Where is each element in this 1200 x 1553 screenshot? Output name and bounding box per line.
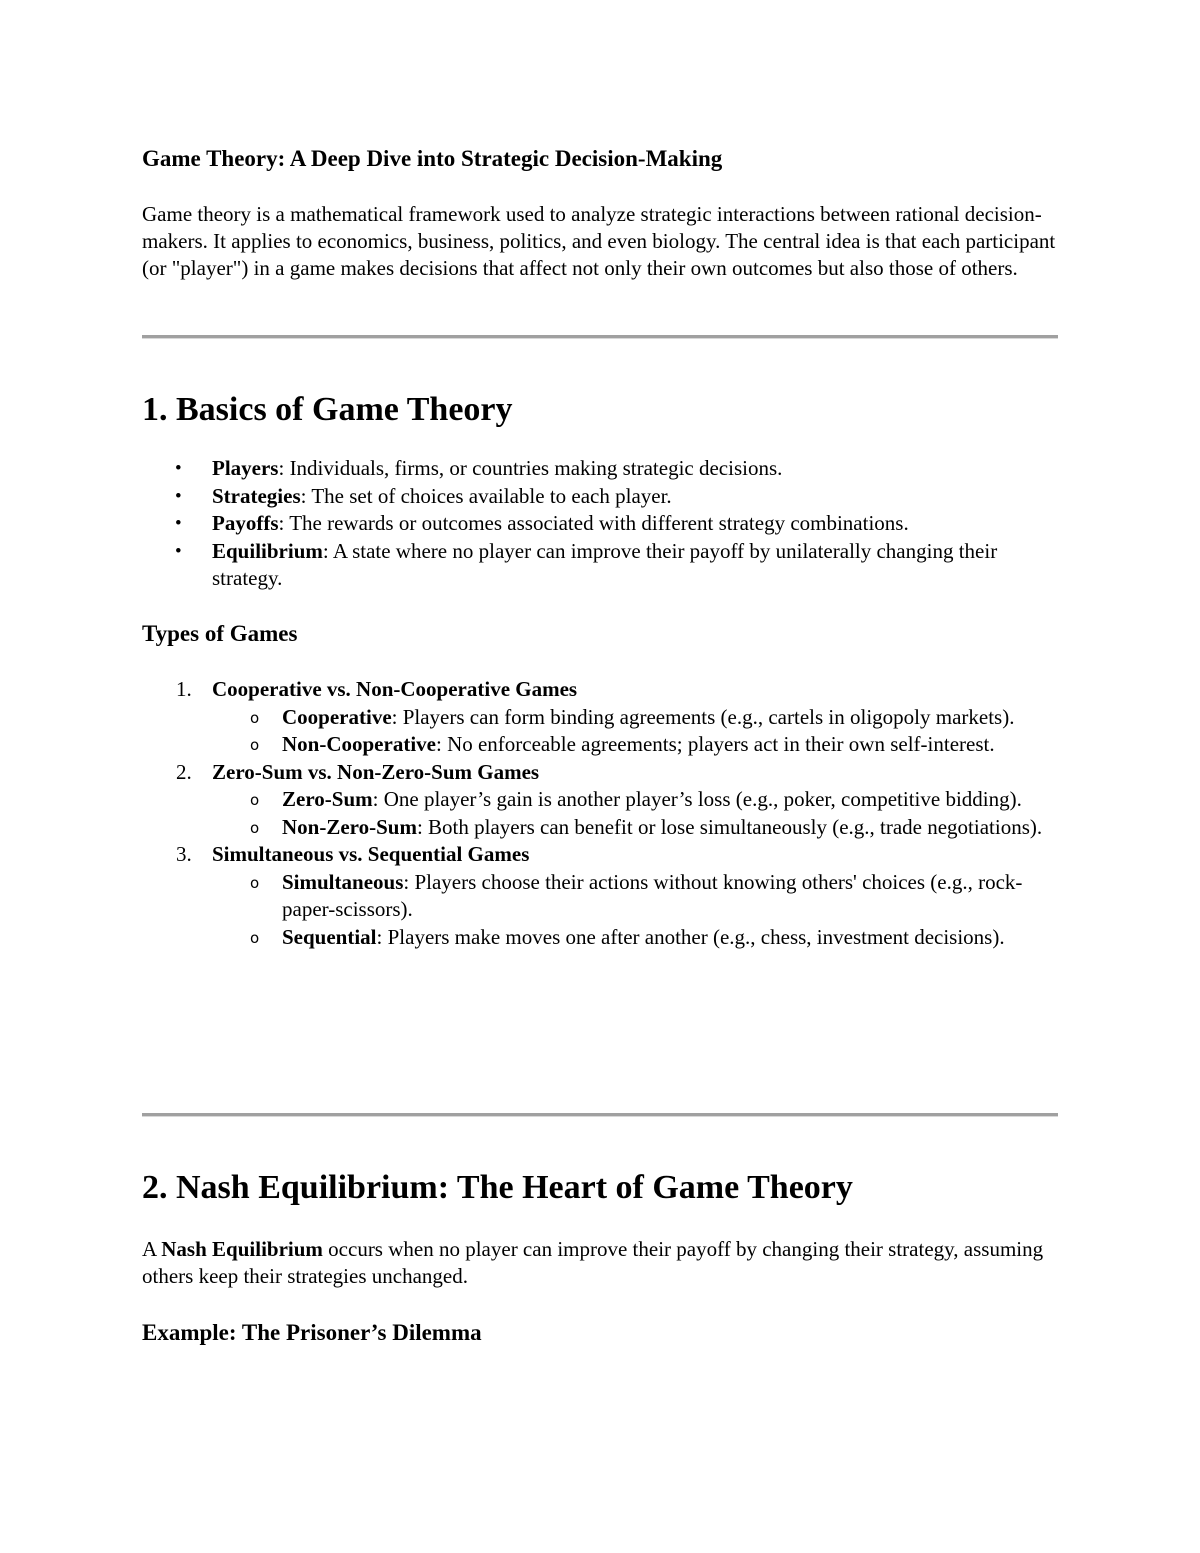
definition: : The set of choices available to each player.	[300, 483, 672, 508]
intro-paragraph: Game theory is a mathematical framework used to analyze strategic interactions between rational decision-makers. It applies to economics, business, politics, and even biology. The central idea is that each participant (or "player") in a game makes decisions that affect not only their own outcomes but also those of others.	[142, 202, 1056, 280]
term: Nash Equilibrium	[161, 1237, 323, 1261]
list-number: 2.	[176, 759, 192, 784]
list-item	[142, 538, 1060, 593]
sub-list-item	[212, 924, 1060, 952]
definition: : Both players can benefit or lose simultaneously (e.g., trade negotiations).	[416, 814, 1043, 839]
sub-list-item	[212, 704, 1060, 732]
nash-paragraph	[142, 1236, 1060, 1290]
type-title: Simultaneous vs. Sequential Games	[212, 842, 530, 866]
definition: : One player’s gain is another player’s loss (e.g., poker, competitive bidding).	[372, 787, 1022, 811]
bullet-icon: •	[175, 458, 182, 479]
definition: : Players can form binding agreements (e.g., cartels in oligopoly markets).	[391, 704, 1015, 729]
definition: : Players choose their actions without knowing others' choices (e.g., rock-paper-scissors).	[282, 869, 1023, 921]
list-item	[142, 510, 1060, 538]
horizontal-rule	[142, 1113, 1058, 1117]
type-title: Cooperative vs. Non-Cooperative Games	[212, 677, 578, 701]
term: Cooperative	[282, 704, 392, 729]
bullet-icon: •	[175, 513, 182, 534]
list-item	[142, 455, 1060, 483]
circle-bullet-icon: o	[250, 791, 260, 809]
section2-heading: 2. Nash Equilibrium: The Heart of Game Theory	[142, 1169, 853, 1206]
circle-bullet-icon: o	[250, 818, 260, 837]
definition: : A state where no player can improve their payoff by unilaterally changing their strategy.	[212, 538, 998, 590]
term: Payoffs	[212, 511, 279, 535]
term: Strategies	[212, 483, 301, 508]
definition: : No enforceable agreements; players act in their own self-interest.	[435, 732, 995, 756]
sub-list-item	[212, 814, 1060, 842]
list-item	[142, 676, 1060, 759]
circle-bullet-icon: o	[250, 928, 260, 947]
definition: : The rewards or outcomes associated with different strategy combinations.	[278, 511, 909, 535]
list-item	[142, 483, 1060, 511]
section1-heading: 1. Basics of Game Theory	[142, 391, 513, 428]
circle-bullet-icon: o	[250, 873, 260, 892]
term: Non-Zero-Sum	[282, 814, 417, 839]
sub-list	[212, 869, 1060, 952]
list-item	[142, 759, 1060, 842]
circle-bullet-icon: o	[250, 736, 260, 754]
definition: : Players make moves one after another (e.g., chess, investment decisions).	[376, 924, 1005, 949]
horizontal-rule	[142, 335, 1058, 339]
types-heading: Types of Games	[142, 621, 298, 646]
document-title: Game Theory: A Deep Dive into Strategic Decision-Making	[142, 146, 723, 171]
para-text: occurs when no player can improve their payoff by changing their strategy, assuming others keep their strategies unchanged.	[142, 1237, 1044, 1288]
list-item	[142, 841, 1060, 951]
bullet-icon: •	[175, 540, 182, 562]
list-number: 3.	[176, 842, 192, 866]
sub-list	[212, 704, 1060, 759]
term: Equilibrium	[212, 538, 323, 563]
list-number: 1.	[176, 677, 192, 701]
basics-bullet-list	[142, 455, 1060, 593]
term: Zero-Sum	[282, 787, 373, 811]
definition: : Individuals, firms, or countries making strategic decisions.	[278, 456, 783, 480]
term: Simultaneous	[282, 869, 404, 894]
term: Non-Cooperative	[282, 732, 436, 756]
type-title: Zero-Sum vs. Non-Zero-Sum Games	[212, 759, 540, 784]
sub-list-item	[212, 731, 1060, 759]
sub-list-item	[212, 869, 1060, 924]
para-prefix: A	[142, 1237, 162, 1261]
circle-bullet-icon: o	[250, 708, 260, 727]
bullet-icon: •	[175, 485, 182, 507]
example-heading: Example: The Prisoner’s Dilemma	[142, 1320, 482, 1345]
term: Sequential	[282, 924, 377, 949]
term: Players	[212, 456, 279, 480]
types-numbered-list	[142, 676, 1060, 951]
sub-list-item	[212, 786, 1060, 814]
sub-list	[212, 786, 1060, 841]
